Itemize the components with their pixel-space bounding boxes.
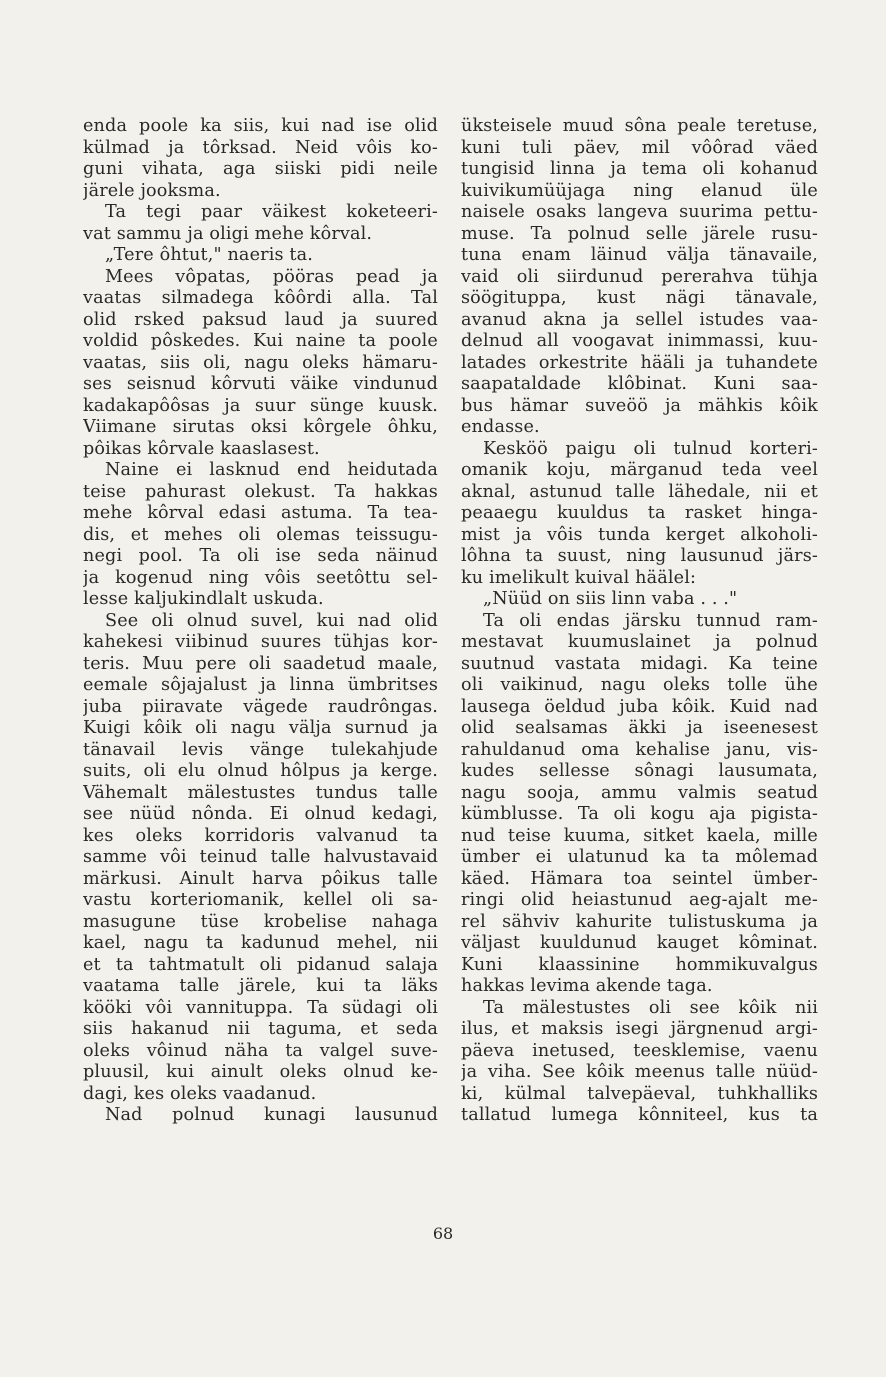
text-line: suutnud vastata midagi. Ka teine [461, 653, 818, 674]
text-line: pôikas kôrvale kaaslasest. [83, 438, 320, 459]
text-line: masugune tüse krobelise nahaga [83, 911, 438, 932]
text-line: lôhna ta suust, ning lausunud järs- [461, 546, 818, 566]
text-line: peaaegu kuuldus ta rasket hinga- [461, 503, 818, 523]
text-line: hakkas levima akende taga. [461, 976, 713, 996]
text-line: mestavat kuumuslainet ja polnud [461, 632, 818, 652]
text-line: ümber ei ulatunud ka ta môlemad [461, 847, 818, 867]
text-line: muse. Ta polnud selle järele rusu- [461, 223, 818, 244]
text-line: olid rsked paksud laud ja suured [83, 309, 438, 330]
text-line: Kuni klaassinine hommikuvalgus [461, 954, 818, 975]
text-line: enda poole ka siis, kui nad ise olid [83, 116, 438, 136]
page-number: 68 [432, 1224, 454, 1243]
text-line: tungisid linna ja tema oli kohanud [461, 159, 818, 179]
text-line: saapataldade klôbinat. Kuni saa- [461, 374, 818, 394]
text-line: bus hämar suveöö ja mähkis kôik [461, 395, 818, 416]
text-line: Vähemalt mälestustes tundus talle [83, 782, 438, 803]
text-line: dis, et mehes oli olemas teissugu- [83, 524, 438, 545]
text-line: omanik koju, märganud teda veel [461, 460, 818, 480]
text-line: negi pool. Ta oli ise seda näinud [83, 546, 438, 566]
text-line: tänavail levis vänge tulekahjude [83, 739, 438, 760]
text-line: kes oleks korridoris valvanud ta [83, 825, 438, 846]
text-line: kadakapôôsas ja suur sünge kuusk. [83, 395, 438, 416]
text-line: väljast kuuldunud kauget kôminat. [461, 933, 818, 953]
text-line: ja kogenud ning vôis seetôttu sel- [83, 567, 438, 588]
text-line: vaatama talle järele, kui ta läks [83, 976, 438, 996]
text-line: ringi olid heiastunud aeg-ajalt me- [461, 890, 818, 910]
text-line: lesse kaljukindlalt uskuda. [83, 589, 324, 609]
text-line: samme vôi teinud talle halvustavaid [83, 847, 438, 867]
text-line: rahuldanud oma kehalise janu, vis- [461, 739, 818, 760]
text-line: guni vihata, aga siiski pidi neile [83, 159, 438, 179]
text-line: lausega öeldud juba kôik. Kuid nad [461, 696, 818, 717]
text-line: „Tere ôhtut," naeris ta. [105, 245, 313, 265]
text-line: olid sealsamas äkki ja iseenesest [461, 718, 818, 738]
text-line: tuna enam läinud välja tänavaile, [461, 245, 818, 265]
text-line: ki, külmal talvepäeval, tuhkhalliks [461, 1083, 818, 1104]
text-line: oleks vôinud näha ta valgel suve- [83, 1040, 438, 1061]
text-line: „Nüüd on siis linn vaba . . ." [483, 589, 738, 609]
text-line: teris. Muu pere oli saadetud maale, [83, 653, 438, 674]
text-line: mist ja vôis tunda kerget alkoholi- [461, 524, 818, 545]
text-line: Nad polnud kunagi lausunud [105, 1105, 438, 1125]
text-line: dagi, kes oleks vaadanud. [83, 1083, 317, 1104]
text-line: märkusi. Ainult harva pôikus talle [83, 868, 438, 889]
text-line: käed. Hämara toa seintel ümber- [461, 868, 818, 889]
text-line: Ta oli endas järsku tunnud ram- [483, 610, 818, 631]
text-line: üksteisele muud sôna peale teretuse, [461, 116, 818, 136]
text-line: kudes sellesse sônagi lausumata, [461, 761, 818, 781]
text-line: kuivikumüüjaga ning elanud üle [461, 180, 818, 201]
text-line: kööki vôi vannituppa. Ta südagi oli [83, 997, 438, 1018]
text-line: tallatud lumega kônniteel, kus ta [461, 1105, 818, 1125]
text-line: aknal, astunud talle lähedale, nii et [461, 481, 818, 502]
text-line: mehe kôrval edasi astuma. Ta tea- [83, 503, 438, 523]
text-line: voldid pôskedes. Kui naine ta poole [83, 331, 438, 351]
text-line: rel sähviv kahurite tulistuskuma ja [461, 911, 818, 932]
text-line: See oli olnud suvel, kui nad olid [105, 610, 438, 631]
text-line: kael, nagu ta kadunud mehel, nii [83, 933, 438, 953]
text-line: eemale sôjajalust ja linna ümbritses [83, 675, 438, 695]
text-line: delnud all voogavat inimmassi, kuu- [461, 331, 818, 351]
text-line: päeva inetused, teesklemise, vaenu [461, 1040, 818, 1061]
text-line: pluusil, kui ainult oleks olnud ke- [83, 1062, 438, 1082]
text-line: Viimane sirutas oksi kôrgele ôhku, [83, 417, 438, 437]
text-line: nud teise kuuma, sitket kaela, mille [461, 825, 818, 846]
text-line: vaatas, siis oli, nagu oleks hämaru- [83, 352, 438, 373]
text-line: vaatas silmadega kôôrdi alla. Tal [83, 288, 438, 308]
text-line: vastu korteriomanik, kellel oli sa- [83, 890, 438, 910]
text-line: vat sammu ja oligi mehe kôrval. [83, 223, 373, 244]
text-line: järele jooksma. [83, 180, 221, 201]
text-line: Mees vôpatas, pööras pead ja [105, 266, 438, 287]
text-line: ku imelikult kuival häälel: [461, 567, 697, 588]
text-line: söögituppa, kust nägi tänavale, [461, 288, 818, 308]
text-line: Naine ei lasknud end heidutada [105, 460, 438, 480]
text-line: Kesköö paigu oli tulnud korteri- [483, 438, 818, 459]
text-line: nagu sooja, ammu valmis seatud [461, 782, 818, 803]
text-line: ilus, et maksis isegi järgnenud argi- [461, 1019, 818, 1039]
text-line: Ta tegi paar väikest koketeeri- [105, 202, 438, 222]
text-line: avanud akna ja sellel istudes vaa- [461, 309, 818, 330]
text-line: ses seisnud kôrvuti väike vindunud [83, 374, 438, 394]
text-line: oli vaikinud, nagu oleks tolle ühe [461, 675, 818, 695]
text-line: teise pahurast olekust. Ta hakkas [83, 481, 438, 502]
text-line: vaid oli siirdunud pererahva tühja [461, 266, 818, 287]
text-line: Ta mälestustes oli see kôik nii [483, 997, 818, 1018]
left-text-column [83, 116, 438, 1127]
text-line: Kuigi kôik oli nagu välja surnud ja [83, 718, 438, 738]
text-line: endasse. [461, 417, 540, 437]
right-text-column [461, 116, 818, 1127]
text-line: siis hakanud nii taguma, et seda [83, 1019, 438, 1039]
text-line: külmad ja tôrksad. Neid vôis ko- [83, 137, 438, 158]
text-line: et ta tahtmatult oli pidanud salaja [83, 954, 438, 975]
text-line: latades orkestrite hääli ja tuhandete [461, 352, 818, 373]
text-line: kahekesi viibinud suures tühjas kor- [83, 632, 438, 652]
text-line: see nüüd nônda. Ei olnud kedagi, [83, 804, 438, 824]
text-line: juba piiravate vägede raudrôngas. [83, 696, 438, 717]
text-line: ja viha. See kôik meenus talle nüüd- [461, 1062, 818, 1082]
text-line: naisele osaks langeva suurima pettu- [461, 202, 818, 222]
text-line: suits, oli elu olnud hôlpus ja kerge. [83, 761, 438, 781]
text-line: kuni tuli päev, mil vôôrad väed [461, 137, 818, 158]
text-line: kümblusse. Ta oli kogu aja pigista- [461, 804, 818, 824]
